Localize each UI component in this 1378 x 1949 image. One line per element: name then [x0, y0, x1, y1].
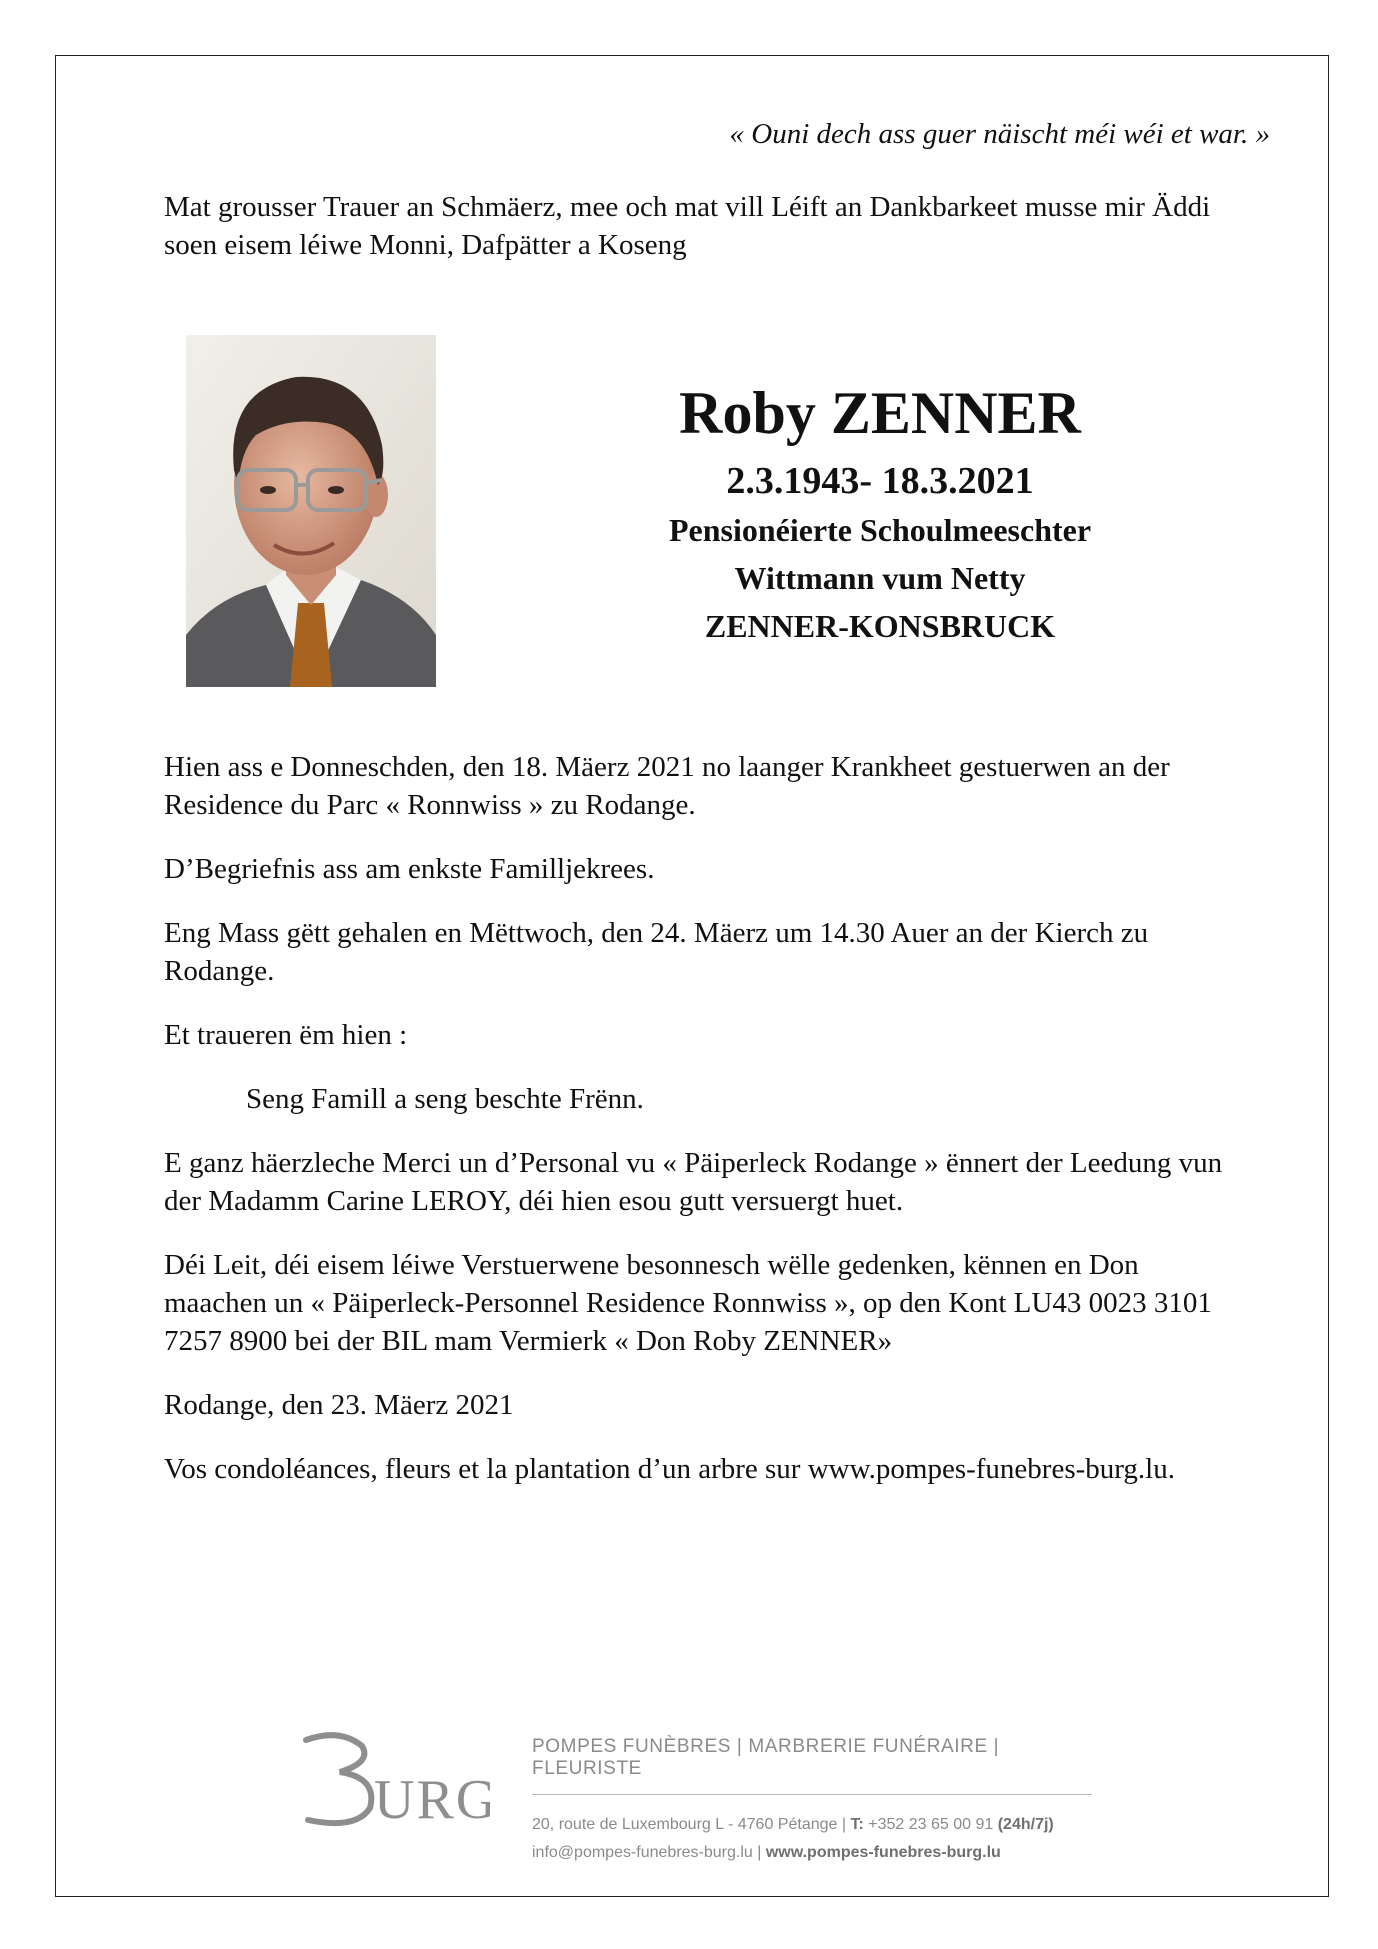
- notice-body: [164, 748, 1244, 1514]
- deceased-header: [580, 378, 1180, 650]
- condolences-paragraph: Vos condoléances, fleurs et la plantation d’un arbre sur www.pompes-funebres-burg.lu.: [164, 1453, 1175, 1485]
- mourners-list: Seng Famill a seng beschte Frënn.: [246, 1083, 644, 1115]
- spouse-name: ZENNER-KONSBRUCK: [704, 608, 1056, 644]
- email-link[interactable]: info@pompes-funebres-burg.lu |: [532, 1844, 762, 1861]
- phone-number: +352 23 65 00 91: [868, 1816, 994, 1833]
- services-line: POMPES FUNÈBRES | MARBRERIE FUNÉRAIRE | FLEURISTE: [532, 1736, 1000, 1779]
- death-paragraph: Hien ass e Donneschden, den 18. Mäerz 2021 no laanger Krankheet gestuerwen an der Residence du Parc « Ronnwiss » zu Rodange.: [164, 751, 1170, 821]
- website-link[interactable]: www.pompes-funebres-burg.lu: [765, 1844, 1001, 1861]
- intro-text: Mat grousser Trauer an Schmäerz, mee och mat vill Léift an Dankbarkeet musse mir Äddi soen eisem léiwe Monni, Dafpätter a Koseng: [164, 191, 1211, 261]
- svg-text:URG: URG: [374, 1769, 490, 1831]
- funeral-paragraph: D’Begriefnis ass am enkste Familljekrees.: [164, 853, 655, 885]
- web-line: [532, 1839, 1092, 1867]
- footer-divider: [532, 1794, 1092, 1795]
- phone-label: T:: [850, 1816, 864, 1833]
- funeral-home-footer: [300, 1722, 1100, 1861]
- deceased-widower-of: Wittmann vum Netty: [734, 560, 1026, 596]
- donation-paragraph: Déi Leit, déi eisem léiwe Verstuerwene besonnesch wëlle gedenken, kënnen en Don maachen un « Päiperleck-Personnel Residence Ronnwiss », op den Kont LU43 0023 3101 7257 8900 bei der BIL mam Vermierk « Don Roby ZENNER»: [164, 1249, 1212, 1357]
- address-line: [532, 1811, 1092, 1839]
- mourners-heading: Et traueren ëm hien :: [164, 1019, 408, 1051]
- deceased-name: Roby ZENNER: [679, 380, 1081, 446]
- portrait-photo: [186, 335, 436, 687]
- epigraph-quote: « Ouni dech ass guer näischt méi wéi et war. »: [729, 118, 1270, 150]
- footer-info: [532, 1736, 1092, 1867]
- address: 20, route de Luxembourg L - 4760 Pétange |: [532, 1816, 847, 1833]
- life-dates: 2.3.1943- 18.3.2021: [726, 460, 1034, 502]
- deceased-profession: Pensionéierte Schoulmeeschter: [668, 512, 1092, 548]
- thanks-paragraph: E ganz häerzleche Merci un d’Personal vu « Päiperleck Rodange » ënnert der Leedung vun der Madamm Carine LEROY, déi hien esou gutt versuergt huet.: [164, 1147, 1223, 1217]
- phone-hours: (24h/7j): [997, 1816, 1054, 1833]
- place-date: Rodange, den 23. Mäerz 2021: [164, 1389, 514, 1421]
- burg-logo: [300, 1722, 490, 1832]
- mass-paragraph: Eng Mass gëtt gehalen en Mëttwoch, den 24. Mäerz um 14.30 Auer an der Kierch zu Rodange.: [164, 917, 1149, 987]
